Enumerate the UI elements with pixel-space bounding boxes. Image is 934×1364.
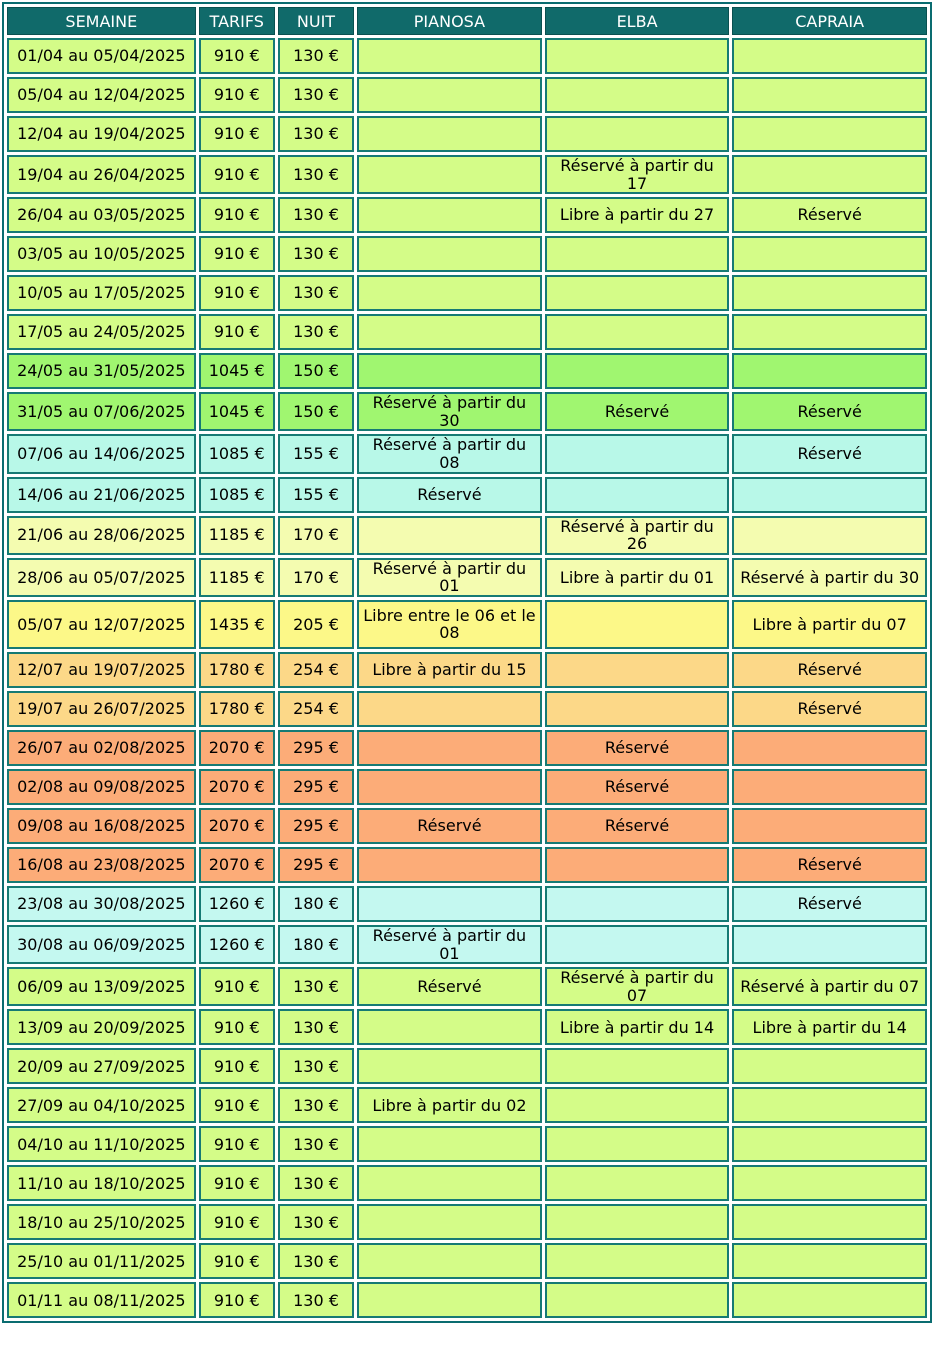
cell-capraia: Libre à partir du 07 [732,600,927,649]
cell-nuit: 130 € [278,1243,354,1279]
cell-elba: Libre à partir du 27 [545,197,730,233]
cell-nuit: 254 € [278,691,354,727]
cell-pianosa: Libre à partir du 02 [357,1087,542,1123]
cell-tarif: 910 € [199,236,275,272]
cell-pianosa [357,1165,542,1201]
cell-capraia [732,1126,927,1162]
cell-nuit: 130 € [278,314,354,350]
table-row [7,38,927,74]
cell-capraia [732,314,927,350]
cell-elba: Réservé à partir du 26 [545,516,730,555]
cell-week: 12/04 au 19/04/2025 [7,116,196,152]
cell-pianosa [357,516,542,555]
pricing-table [2,2,932,1323]
cell-pianosa [357,116,542,152]
cell-tarif: 910 € [199,1048,275,1084]
cell-pianosa [357,314,542,350]
table-row [7,652,927,688]
cell-tarif: 1260 € [199,925,275,964]
cell-pianosa [357,38,542,74]
cell-week: 13/09 au 20/09/2025 [7,1009,196,1045]
table-row [7,516,927,555]
cell-pianosa: Libre à partir du 15 [357,652,542,688]
cell-elba [545,1243,730,1279]
cell-tarif: 1185 € [199,558,275,597]
cell-capraia [732,155,927,194]
cell-nuit: 130 € [278,116,354,152]
table-body [7,38,927,1318]
cell-elba: Réservé à partir du 07 [545,967,730,1006]
header-pianosa: PIANOSA [357,7,542,35]
cell-week: 10/05 au 17/05/2025 [7,275,196,311]
cell-nuit: 130 € [278,155,354,194]
cell-tarif: 910 € [199,1282,275,1318]
cell-elba [545,434,730,473]
cell-pianosa: Réservé [357,967,542,1006]
cell-tarif: 910 € [199,1126,275,1162]
cell-capraia [732,925,927,964]
cell-tarif: 910 € [199,1009,275,1045]
cell-tarif: 910 € [199,155,275,194]
header-semaine: SEMAINE [7,7,196,35]
header-tarifs: TARIFS [199,7,275,35]
cell-elba: Réservé [545,730,730,766]
cell-tarif: 1045 € [199,353,275,389]
table-row [7,691,927,727]
cell-week: 26/04 au 03/05/2025 [7,197,196,233]
cell-nuit: 205 € [278,600,354,649]
cell-tarif: 910 € [199,275,275,311]
cell-nuit: 130 € [278,967,354,1006]
cell-elba: Réservé [545,808,730,844]
cell-capraia [732,730,927,766]
cell-nuit: 130 € [278,1282,354,1318]
cell-week: 30/08 au 06/09/2025 [7,925,196,964]
cell-nuit: 150 € [278,392,354,431]
cell-week: 11/10 au 18/10/2025 [7,1165,196,1201]
table-row [7,808,927,844]
cell-week: 12/07 au 19/07/2025 [7,652,196,688]
cell-elba [545,1165,730,1201]
table-row [7,600,927,649]
cell-elba [545,600,730,649]
table-row [7,116,927,152]
cell-elba: Réservé à partir du 17 [545,155,730,194]
cell-pianosa [357,769,542,805]
table-row [7,314,927,350]
cell-pianosa [357,1009,542,1045]
cell-week: 04/10 au 11/10/2025 [7,1126,196,1162]
cell-nuit: 180 € [278,925,354,964]
cell-week: 05/07 au 12/07/2025 [7,600,196,649]
cell-elba [545,116,730,152]
table-row [7,730,927,766]
table-row [7,1204,927,1240]
cell-tarif: 2070 € [199,847,275,883]
cell-elba [545,925,730,964]
cell-capraia: Réservé [732,652,927,688]
cell-capraia [732,1165,927,1201]
cell-nuit: 180 € [278,886,354,922]
cell-nuit: 170 € [278,558,354,597]
cell-capraia: Réservé [732,434,927,473]
cell-pianosa [357,847,542,883]
cell-nuit: 155 € [278,477,354,513]
cell-tarif: 2070 € [199,730,275,766]
cell-capraia: Réservé [732,886,927,922]
cell-nuit: 155 € [278,434,354,473]
cell-week: 02/08 au 09/08/2025 [7,769,196,805]
cell-week: 03/05 au 10/05/2025 [7,236,196,272]
cell-elba [545,38,730,74]
table-row [7,1087,927,1123]
cell-tarif: 910 € [199,1204,275,1240]
table-row [7,1126,927,1162]
cell-nuit: 130 € [278,38,354,74]
table-row [7,847,927,883]
cell-capraia [732,477,927,513]
cell-capraia [732,1282,927,1318]
cell-elba [545,77,730,113]
cell-tarif: 910 € [199,314,275,350]
table-row [7,77,927,113]
cell-tarif: 910 € [199,1243,275,1279]
cell-tarif: 2070 € [199,808,275,844]
table-row [7,236,927,272]
cell-week: 19/04 au 26/04/2025 [7,155,196,194]
cell-capraia [732,1087,927,1123]
cell-pianosa [357,691,542,727]
cell-pianosa: Réservé à partir du 01 [357,558,542,597]
cell-elba [545,1048,730,1084]
cell-pianosa: Réservé à partir du 01 [357,925,542,964]
cell-nuit: 170 € [278,516,354,555]
cell-tarif: 910 € [199,1165,275,1201]
cell-pianosa [357,197,542,233]
header-elba: ELBA [545,7,730,35]
cell-capraia [732,353,927,389]
cell-capraia: Réservé [732,392,927,431]
cell-week: 05/04 au 12/04/2025 [7,77,196,113]
cell-nuit: 130 € [278,197,354,233]
cell-nuit: 130 € [278,1009,354,1045]
table-row [7,155,927,194]
table-row [7,275,927,311]
cell-pianosa: Réservé à partir du 30 [357,392,542,431]
cell-capraia [732,1048,927,1084]
cell-elba [545,1087,730,1123]
cell-nuit: 254 € [278,652,354,688]
cell-tarif: 910 € [199,1087,275,1123]
cell-week: 01/04 au 05/04/2025 [7,38,196,74]
cell-capraia [732,516,927,555]
cell-nuit: 150 € [278,353,354,389]
cell-week: 25/10 au 01/11/2025 [7,1243,196,1279]
cell-elba: Réservé [545,769,730,805]
cell-nuit: 295 € [278,769,354,805]
cell-nuit: 130 € [278,275,354,311]
cell-capraia: Réservé [732,197,927,233]
cell-capraia: Réservé [732,691,927,727]
cell-pianosa [357,1204,542,1240]
cell-week: 28/06 au 05/07/2025 [7,558,196,597]
cell-tarif: 1260 € [199,886,275,922]
table-row [7,967,927,1006]
cell-elba [545,652,730,688]
cell-pianosa [357,886,542,922]
cell-pianosa [357,1243,542,1279]
cell-elba [545,353,730,389]
cell-tarif: 1435 € [199,600,275,649]
cell-pianosa [357,155,542,194]
cell-tarif: 910 € [199,116,275,152]
cell-week: 26/07 au 02/08/2025 [7,730,196,766]
cell-elba [545,236,730,272]
cell-pianosa [357,353,542,389]
cell-week: 16/08 au 23/08/2025 [7,847,196,883]
header-row [7,7,927,35]
cell-elba [545,1204,730,1240]
cell-elba: Libre à partir du 14 [545,1009,730,1045]
cell-week: 31/05 au 07/06/2025 [7,392,196,431]
table-row [7,1282,927,1318]
cell-pianosa [357,236,542,272]
table-row [7,1009,927,1045]
cell-week: 24/05 au 31/05/2025 [7,353,196,389]
table-row [7,477,927,513]
cell-elba [545,847,730,883]
cell-pianosa: Réservé à partir du 08 [357,434,542,473]
header-capraia: CAPRAIA [732,7,927,35]
cell-elba [545,886,730,922]
cell-week: 20/09 au 27/09/2025 [7,1048,196,1084]
cell-week: 18/10 au 25/10/2025 [7,1204,196,1240]
cell-capraia [732,38,927,74]
cell-pianosa: Libre entre le 06 et le 08 [357,600,542,649]
cell-pianosa: Réservé [357,808,542,844]
cell-elba [545,1282,730,1318]
cell-capraia [732,1243,927,1279]
cell-capraia [732,236,927,272]
table-row [7,392,927,431]
cell-capraia [732,769,927,805]
cell-capraia [732,1204,927,1240]
cell-elba [545,477,730,513]
cell-nuit: 130 € [278,1126,354,1162]
cell-pianosa [357,1126,542,1162]
table-row [7,1048,927,1084]
cell-capraia [732,275,927,311]
cell-elba [545,1126,730,1162]
cell-elba [545,275,730,311]
cell-week: 06/09 au 13/09/2025 [7,967,196,1006]
cell-nuit: 130 € [278,1165,354,1201]
cell-week: 07/06 au 14/06/2025 [7,434,196,473]
cell-week: 21/06 au 28/06/2025 [7,516,196,555]
cell-nuit: 130 € [278,1087,354,1123]
cell-nuit: 295 € [278,808,354,844]
cell-pianosa [357,730,542,766]
cell-elba: Réservé [545,392,730,431]
cell-tarif: 1085 € [199,434,275,473]
cell-pianosa: Réservé [357,477,542,513]
cell-elba [545,691,730,727]
cell-tarif: 1185 € [199,516,275,555]
cell-week: 01/11 au 08/11/2025 [7,1282,196,1318]
cell-pianosa [357,1048,542,1084]
cell-nuit: 130 € [278,1048,354,1084]
cell-tarif: 910 € [199,197,275,233]
cell-tarif: 1085 € [199,477,275,513]
cell-week: 23/08 au 30/08/2025 [7,886,196,922]
cell-nuit: 130 € [278,77,354,113]
cell-tarif: 910 € [199,77,275,113]
cell-week: 27/09 au 04/10/2025 [7,1087,196,1123]
cell-capraia [732,77,927,113]
cell-tarif: 1780 € [199,652,275,688]
cell-elba [545,314,730,350]
table-row [7,1165,927,1201]
cell-pianosa [357,1282,542,1318]
cell-nuit: 295 € [278,847,354,883]
table-row [7,769,927,805]
table-row [7,925,927,964]
cell-elba: Libre à partir du 01 [545,558,730,597]
cell-nuit: 130 € [278,236,354,272]
cell-capraia: Réservé à partir du 30 [732,558,927,597]
cell-week: 14/06 au 21/06/2025 [7,477,196,513]
cell-pianosa [357,275,542,311]
table-row [7,353,927,389]
cell-capraia: Réservé [732,847,927,883]
cell-tarif: 2070 € [199,769,275,805]
header-nuit: NUIT [278,7,354,35]
table-row [7,558,927,597]
table-row [7,197,927,233]
cell-tarif: 910 € [199,967,275,1006]
cell-capraia [732,808,927,844]
cell-capraia: Réservé à partir du 07 [732,967,927,1006]
cell-pianosa [357,77,542,113]
table-row [7,886,927,922]
cell-capraia [732,116,927,152]
table-row [7,434,927,473]
cell-capraia: Libre à partir du 14 [732,1009,927,1045]
cell-week: 17/05 au 24/05/2025 [7,314,196,350]
cell-tarif: 1780 € [199,691,275,727]
cell-nuit: 130 € [278,1204,354,1240]
table-row [7,1243,927,1279]
cell-tarif: 910 € [199,38,275,74]
cell-nuit: 295 € [278,730,354,766]
cell-week: 09/08 au 16/08/2025 [7,808,196,844]
cell-week: 19/07 au 26/07/2025 [7,691,196,727]
cell-tarif: 1045 € [199,392,275,431]
